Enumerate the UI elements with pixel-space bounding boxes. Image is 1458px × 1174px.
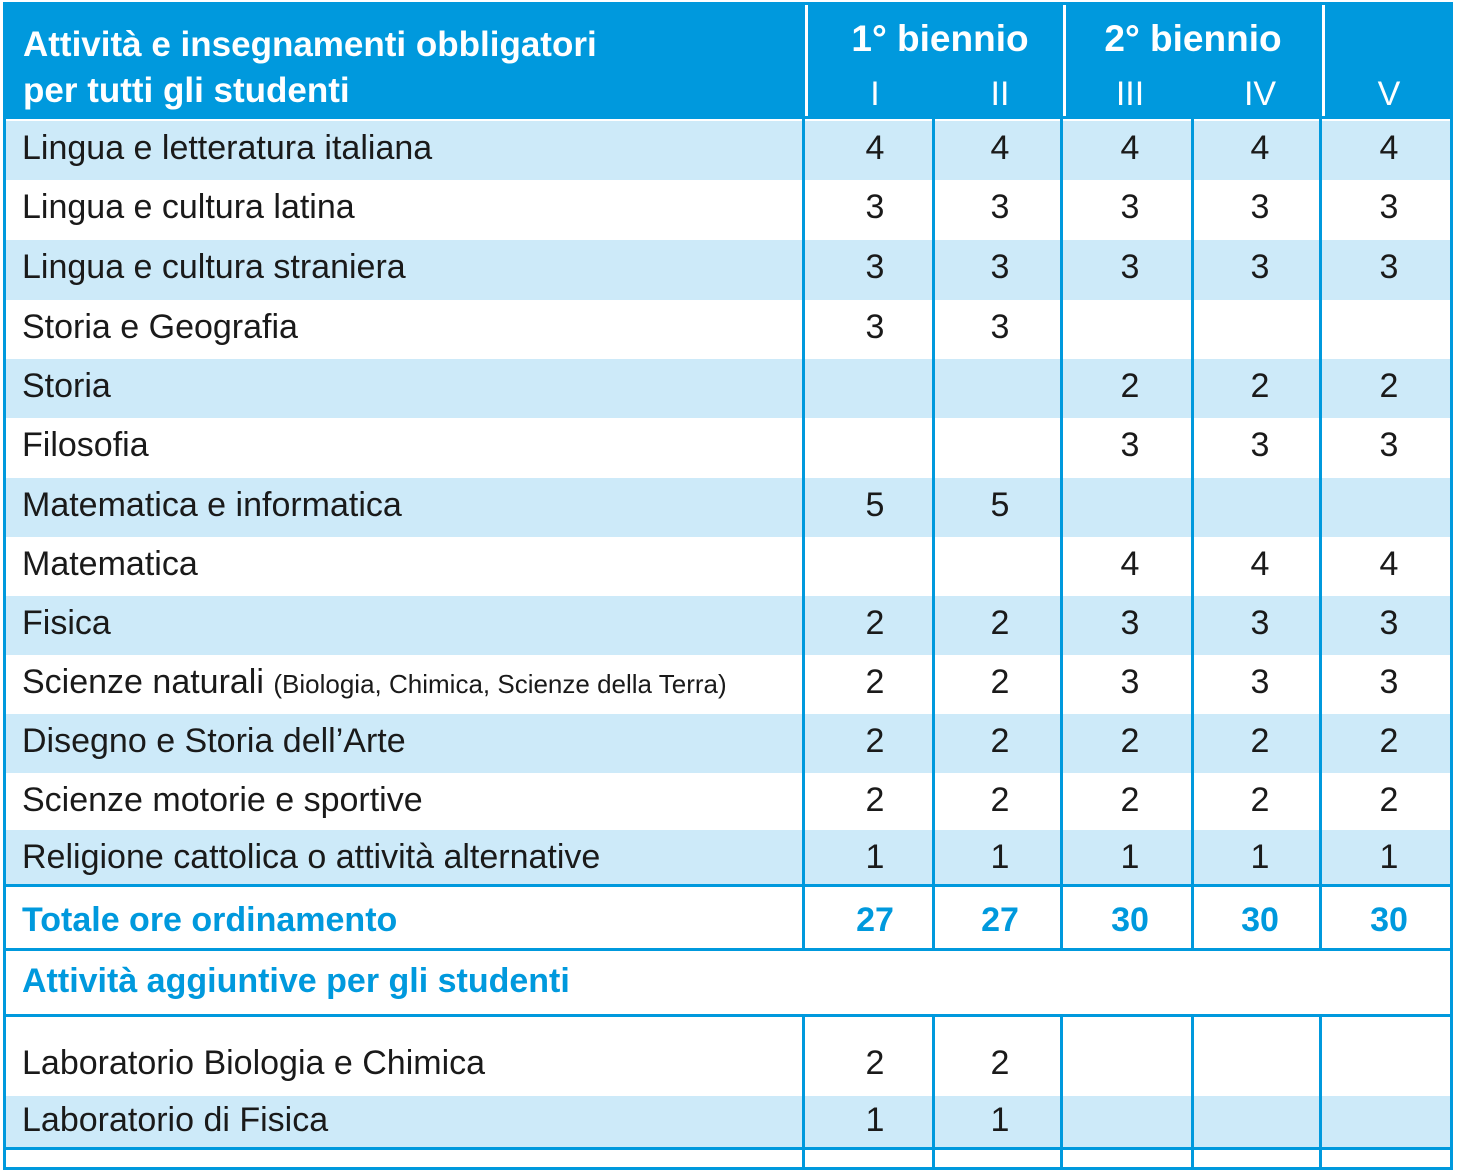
hours-value: 4 [1379,545,1399,583]
hours-value: 3 [1379,426,1399,464]
hours-value: 3 [1250,188,1270,226]
total-value: 30 [1111,901,1149,939]
total-label: Totale ore ordinamento [22,901,398,939]
hours-value: 2 [865,722,885,760]
hours-value: 2 [1250,722,1270,760]
total-value: 30 [1241,901,1279,939]
hours-value: 3 [1250,604,1270,642]
hours-value: 1 [1120,838,1140,876]
hours-value: 2 [865,1044,885,1082]
hours-value: 3 [1250,426,1270,464]
hours-value: 3 [1120,604,1140,642]
hours-value: 3 [1120,426,1140,464]
year-4: IV [1243,75,1277,113]
hours-value: 3 [1250,663,1270,701]
hours-value: 2 [990,604,1010,642]
hours-value: 2 [990,781,1010,819]
hours-value: 2 [1120,781,1140,819]
subject-name: Filosofia [22,426,149,464]
hours-value: 4 [1250,129,1270,167]
header-title-line1: Attività e insegnamenti obbligatori [23,25,597,64]
hours-value: 1 [1379,838,1399,876]
total-value: 27 [856,901,894,939]
hours-value: 2 [865,604,885,642]
table-frame [3,2,1453,1170]
year-3: III [1115,75,1145,113]
hours-value: 3 [865,188,885,226]
subject-name: Fisica [22,604,111,642]
group-first-biennium: 1° biennio [851,18,1029,59]
subject-label: Laboratorio Biologia e Chimica [22,1044,486,1082]
hours-value: 4 [1120,545,1140,583]
subject-name: Storia [22,367,111,405]
group-second-biennium: 2° biennio [1104,18,1282,59]
subject-name: Lingua e cultura straniera [22,248,406,286]
hours-value: 3 [1379,248,1399,286]
hours-value: 5 [865,486,885,524]
hours-value: 3 [865,248,885,286]
subject-name: Scienze naturali [22,663,264,701]
hours-value: 2 [865,781,885,819]
hours-value: 3 [1120,663,1140,701]
subject-name: Matematica [22,545,198,583]
subject-name: Religione cattolica o attività alternative [22,838,601,876]
hours-value: 4 [1379,129,1399,167]
subject-name: Disegno e Storia dell’Arte [22,722,406,760]
hours-value: 2 [1250,781,1270,819]
hours-value: 1 [865,838,885,876]
hours-value: 4 [1120,129,1140,167]
extra-section-title: Attività aggiuntive per gli studenti [22,962,570,1000]
hours-value: 2 [1120,367,1140,405]
hours-value: 5 [990,486,1010,524]
subject-note: (Biologia, Chimica, Scienze della Terra) [273,669,727,699]
year-5: V [1377,75,1401,113]
hours-value: 3 [1120,188,1140,226]
hours-value: 2 [990,663,1010,701]
hours-value: 2 [1379,781,1399,819]
hours-value: 2 [1379,722,1399,760]
subject-name: Storia e Geografia [22,308,298,346]
subject-label: Laboratorio di Fisica [22,1101,329,1139]
hours-value: 2 [865,663,885,701]
subject-name: Lingua e cultura latina [22,188,355,226]
hours-value: 2 [1250,367,1270,405]
hours-value: 3 [990,188,1010,226]
hours-value: 2 [990,722,1010,760]
hours-value: 4 [1250,545,1270,583]
hours-value: 3 [990,308,1010,346]
header-title-line2: per tutti gli studenti [23,71,350,110]
hours-value: 4 [990,129,1010,167]
hours-value: 3 [1379,188,1399,226]
hours-value: 3 [990,248,1010,286]
total-value: 30 [1370,901,1408,939]
hours-value: 1 [865,1101,885,1139]
hours-value: 3 [1120,248,1140,286]
subject-name: Scienze motorie e sportive [22,781,423,819]
hours-value: 1 [1250,838,1270,876]
hours-value: 3 [1379,663,1399,701]
hours-value: 3 [865,308,885,346]
hours-value: 3 [1250,248,1270,286]
hours-value: 1 [990,1101,1010,1139]
hours-value: 2 [1379,367,1399,405]
hours-value: 2 [1120,722,1140,760]
year-2: II [990,75,1010,113]
subject-name: Lingua e letteratura italiana [22,129,433,167]
hours-value: 4 [865,129,885,167]
hours-value: 2 [990,1044,1010,1082]
year-1: I [870,75,880,113]
hours-value: 3 [1379,604,1399,642]
total-value: 27 [981,901,1019,939]
subject-name: Matematica e informatica [22,486,402,524]
hours-value: 1 [990,838,1010,876]
